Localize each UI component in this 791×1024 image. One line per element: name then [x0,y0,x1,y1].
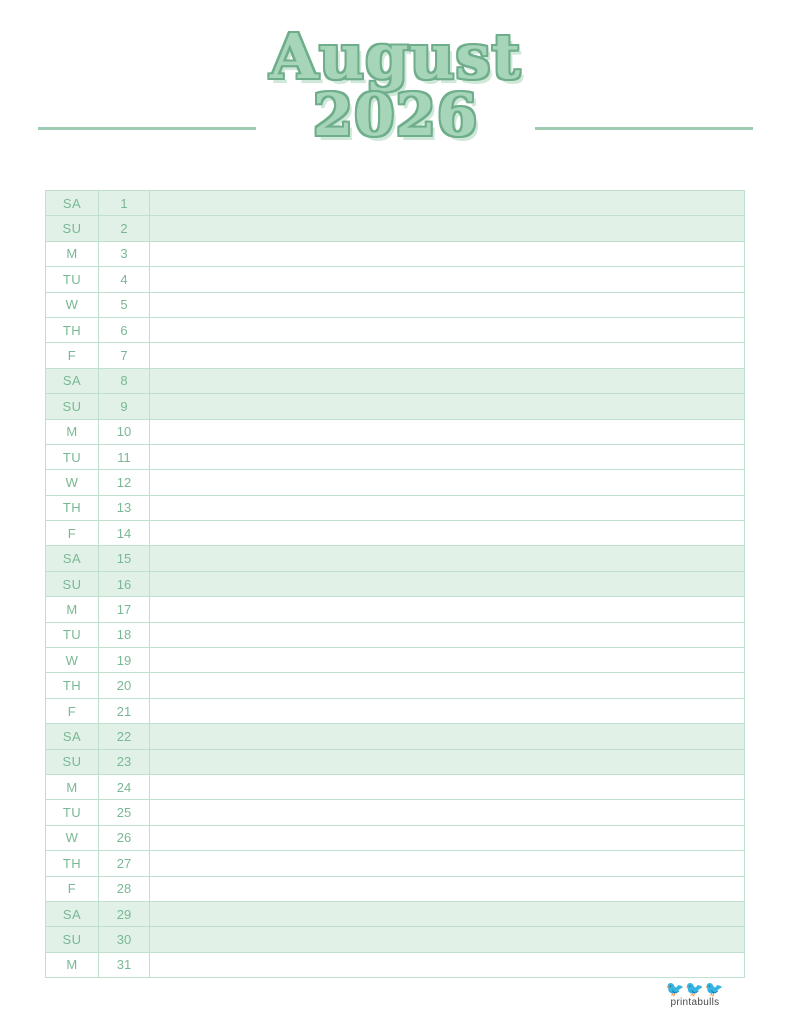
page-header [0,0,791,170]
day-note-field[interactable] [150,571,745,596]
day-number-cell: 29 [99,901,150,926]
table-row [46,673,745,698]
day-note-field[interactable] [150,191,745,216]
calendar-table [45,190,745,978]
day-note-field[interactable] [150,317,745,342]
day-of-week-cell: TU [46,800,99,825]
day-number-cell: 3 [99,241,150,266]
title-year: 2026 [312,81,479,150]
day-of-week-cell: SA [46,724,99,749]
day-of-week-cell: SU [46,394,99,419]
day-note-field[interactable] [150,927,745,952]
day-note-field[interactable] [150,597,745,622]
logo-text: printabulls [670,997,720,1008]
day-of-week-cell: TH [46,851,99,876]
table-row [46,825,745,850]
day-of-week-cell: W [46,292,99,317]
day-number-cell: 15 [99,546,150,571]
table-row [46,774,745,799]
day-of-week-cell: SA [46,368,99,393]
day-of-week-cell: SU [46,216,99,241]
day-of-week-cell: TU [46,622,99,647]
table-row [46,191,745,216]
day-number-cell: 18 [99,622,150,647]
day-note-field[interactable] [150,444,745,469]
calendar-body [46,191,745,978]
day-number-cell: 13 [99,495,150,520]
day-of-week-cell: F [46,876,99,901]
day-of-week-cell: W [46,470,99,495]
day-number-cell: 23 [99,749,150,774]
day-of-week-cell: W [46,648,99,673]
day-note-field[interactable] [150,749,745,774]
table-row [46,622,745,647]
day-note-field[interactable] [150,622,745,647]
table-row [46,470,745,495]
day-of-week-cell: F [46,521,99,546]
day-number-cell: 20 [99,673,150,698]
table-row [46,317,745,342]
day-of-week-cell: TH [46,673,99,698]
table-row [46,800,745,825]
three-birds-icon: 🐦🐦🐦 [665,981,725,998]
day-note-field[interactable] [150,673,745,698]
day-number-cell: 1 [99,191,150,216]
day-number-cell: 9 [99,394,150,419]
day-note-field[interactable] [150,495,745,520]
day-of-week-cell: TU [46,267,99,292]
day-of-week-cell: M [46,597,99,622]
day-note-field[interactable] [150,419,745,444]
day-number-cell: 6 [99,317,150,342]
day-number-cell: 16 [99,571,150,596]
table-row [46,495,745,520]
day-note-field[interactable] [150,724,745,749]
day-note-field[interactable] [150,470,745,495]
day-number-cell: 27 [99,851,150,876]
day-number-cell: 28 [99,876,150,901]
day-of-week-cell: SA [46,901,99,926]
day-note-field[interactable] [150,825,745,850]
table-row [46,241,745,266]
day-note-field[interactable] [150,267,745,292]
day-number-cell: 12 [99,470,150,495]
table-row [46,597,745,622]
day-note-field[interactable] [150,216,745,241]
table-row [46,901,745,926]
brand-logo [635,983,755,1008]
table-row [46,419,745,444]
day-note-field[interactable] [150,800,745,825]
table-row [46,851,745,876]
table-row [46,698,745,723]
day-number-cell: 4 [99,267,150,292]
table-row [46,546,745,571]
table-row [46,876,745,901]
day-note-field[interactable] [150,521,745,546]
table-row [46,927,745,952]
day-number-cell: 31 [99,952,150,977]
day-of-week-cell: F [46,343,99,368]
table-row [46,394,745,419]
day-number-cell: 10 [99,419,150,444]
day-note-field[interactable] [150,952,745,977]
day-note-field[interactable] [150,851,745,876]
day-of-week-cell: F [46,698,99,723]
day-note-field[interactable] [150,901,745,926]
day-note-field[interactable] [150,394,745,419]
day-of-week-cell: M [46,241,99,266]
day-of-week-cell: SU [46,749,99,774]
day-of-week-cell: TH [46,317,99,342]
day-note-field[interactable] [150,698,745,723]
day-of-week-cell: SA [46,546,99,571]
day-of-week-cell: SU [46,571,99,596]
day-number-cell: 30 [99,927,150,952]
table-row [46,521,745,546]
day-note-field[interactable] [150,241,745,266]
day-of-week-cell: TU [46,444,99,469]
day-of-week-cell: M [46,952,99,977]
day-number-cell: 19 [99,648,150,673]
day-note-field[interactable] [150,368,745,393]
day-number-cell: 26 [99,825,150,850]
table-row [46,724,745,749]
title-month: August [269,20,522,93]
day-number-cell: 25 [99,800,150,825]
day-number-cell: 11 [99,444,150,469]
day-note-field[interactable] [150,292,745,317]
calendar-table-wrapper [45,190,745,978]
table-row [46,368,745,393]
table-row [46,292,745,317]
day-number-cell: 8 [99,368,150,393]
day-number-cell: 24 [99,774,150,799]
table-row [46,571,745,596]
day-number-cell: 7 [99,343,150,368]
day-of-week-cell: SA [46,191,99,216]
day-of-week-cell: W [46,825,99,850]
table-row [46,648,745,673]
day-note-field[interactable] [150,546,745,571]
day-number-cell: 14 [99,521,150,546]
day-note-field[interactable] [150,774,745,799]
day-number-cell: 5 [99,292,150,317]
day-of-week-cell: M [46,774,99,799]
table-row [46,444,745,469]
table-row [46,216,745,241]
table-row [46,952,745,977]
day-note-field[interactable] [150,648,745,673]
table-row [46,267,745,292]
table-row [46,343,745,368]
day-number-cell: 22 [99,724,150,749]
day-note-field[interactable] [150,343,745,368]
day-number-cell: 21 [99,698,150,723]
page-title [0,20,791,150]
day-note-field[interactable] [150,876,745,901]
day-number-cell: 2 [99,216,150,241]
day-of-week-cell: M [46,419,99,444]
day-number-cell: 17 [99,597,150,622]
day-of-week-cell: SU [46,927,99,952]
day-of-week-cell: TH [46,495,99,520]
table-row [46,749,745,774]
